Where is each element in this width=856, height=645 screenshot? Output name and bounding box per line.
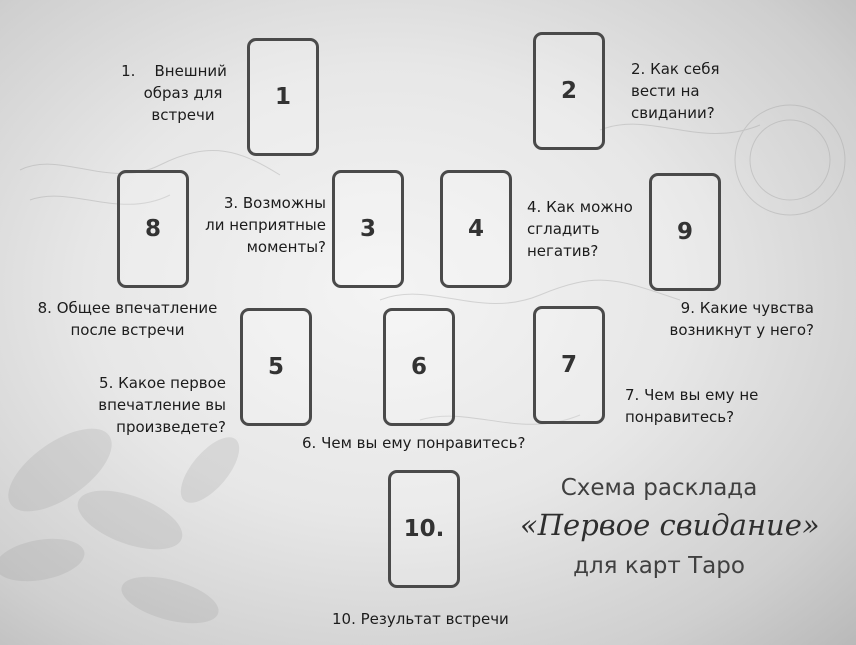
card-7 [533, 306, 605, 424]
title-line-3: для карт Таро [573, 553, 745, 579]
description-9-text-1: 9. Какие чувства [680, 299, 814, 317]
description-6 [302, 432, 525, 454]
title-line-2: «Первое свидание» [520, 508, 820, 542]
card-1-number: 1 [274, 84, 291, 110]
card-5-number: 5 [267, 354, 284, 380]
card-3-number: 3 [359, 216, 376, 242]
description-2-text-3: свидании? [631, 104, 715, 122]
description-8-text-1: 8. Общее впечатление [37, 299, 218, 317]
description-5-text-1: 5. Какое первое [99, 374, 226, 392]
card-2-number: 2 [560, 78, 577, 104]
card-9 [649, 173, 721, 291]
description-3-text-2: ли неприятные [205, 216, 326, 234]
card-1 [247, 38, 319, 156]
description-10-text-1: 10. Результат встречи [332, 610, 509, 628]
description-6-text-1: 6. Чем вы ему понравитесь? [302, 434, 526, 452]
description-1-text-1: Внешний [154, 62, 227, 80]
card-8 [117, 170, 189, 288]
description-7 [625, 384, 758, 428]
description-5 [76, 372, 226, 438]
description-2 [631, 58, 720, 124]
description-1-line1 [114, 60, 234, 82]
description-3-text-1: 3. Возможны [223, 194, 326, 212]
card-3 [332, 170, 404, 288]
description-4-text-1: 4. Как можно [527, 198, 633, 216]
card-4-number: 4 [467, 216, 484, 242]
description-4-text-2: сгладить [527, 220, 600, 238]
description-7-text-1: 7. Чем вы ему не [625, 386, 759, 404]
card-8-number: 8 [144, 216, 161, 242]
card-7-number: 7 [560, 352, 577, 378]
description-4-text-3: негатив? [527, 242, 599, 260]
description-1-number: 1. [121, 62, 136, 80]
card-10 [388, 470, 460, 588]
description-3 [196, 192, 326, 258]
card-6 [383, 308, 455, 426]
description-1-text-2: образ для [143, 84, 223, 102]
description-8-text-2: после встречи [70, 321, 185, 339]
description-7-text-2: понравитесь? [625, 408, 735, 426]
title-line-1: Схема расклада [560, 475, 758, 501]
card-2 [533, 32, 605, 150]
description-3-text-3: моменты? [246, 238, 326, 256]
description-2-text-1: 2. Как себя [631, 60, 720, 78]
description-4 [527, 196, 633, 262]
description-9-text-2: возникнут у него? [669, 321, 814, 339]
description-1 [114, 60, 234, 126]
description-8 [30, 297, 225, 341]
description-1-text-3: встречи [151, 106, 215, 124]
card-9-number: 9 [676, 219, 693, 245]
description-5-text-2: впечатление вы [98, 396, 226, 414]
card-5 [240, 308, 312, 426]
card-10-number: 10. [403, 516, 445, 542]
description-9 [660, 297, 814, 341]
description-10 [332, 608, 509, 630]
card-6-number: 6 [410, 354, 427, 380]
description-2-text-2: вести на [631, 82, 700, 100]
description-5-text-3: произведете? [116, 418, 226, 436]
card-4 [440, 170, 512, 288]
